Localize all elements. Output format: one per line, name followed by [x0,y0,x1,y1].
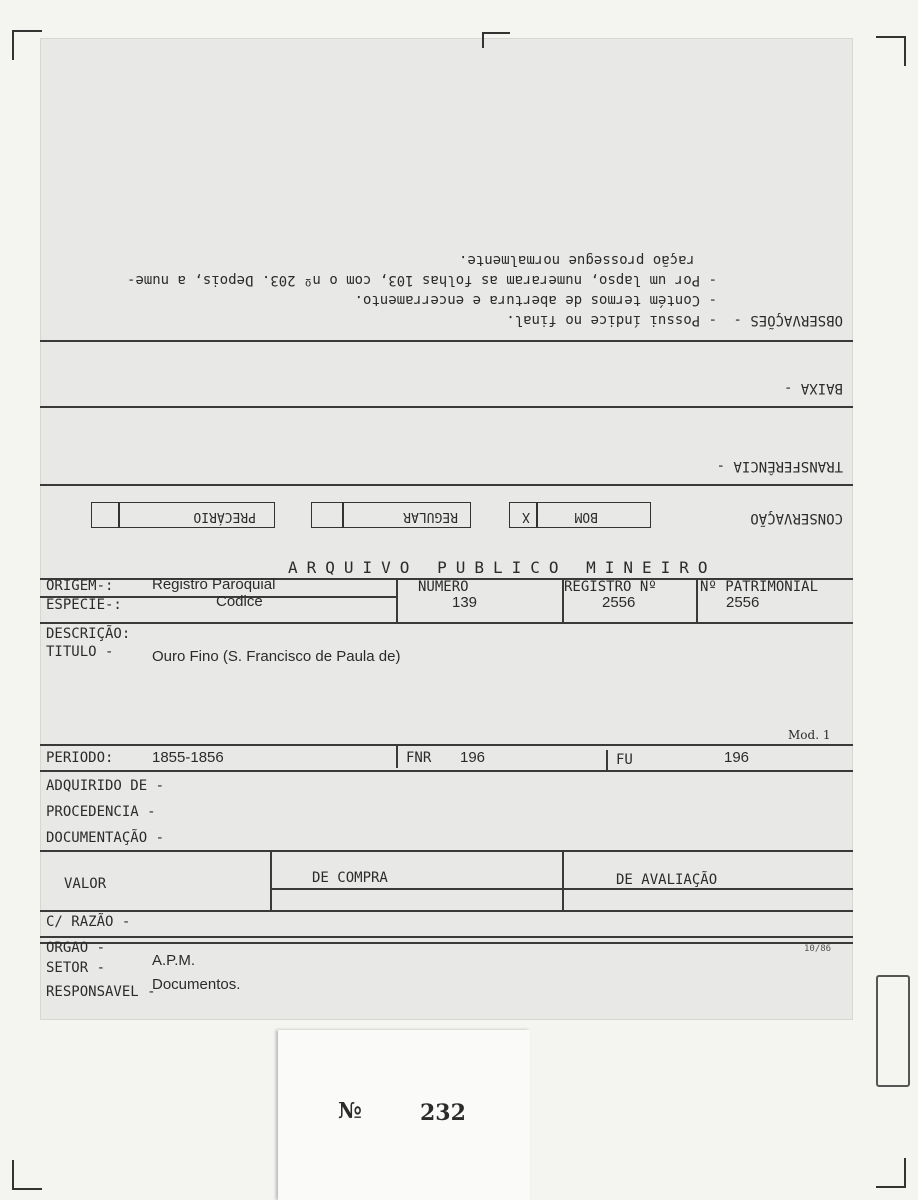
observacoes-line-1: - Possui índice no final. [506,312,717,328]
especie-label: ESPECIE-: [46,597,122,613]
origem-value: Registro Paroquial [152,576,276,593]
number-sign: № [338,1098,362,1124]
valor-label: VALOR [64,876,107,892]
observacoes-line-2: - Contém termos de abertura e encerramento. [354,292,717,308]
corner-mark-bottom-right [876,1158,906,1188]
divider [40,910,853,912]
de-compra-label: DE COMPRA [312,870,388,886]
titulo-label: TITULO - [46,644,114,660]
observacoes-line-3: - Por um lapso, numeraram as folhas 103, com o nº 203. Depois, a nume- [126,272,717,288]
transferencia-label: TRANSFERÊNCIA - [716,458,843,474]
divider [40,622,853,624]
observacoes-line-4: ração prossegue normalmente. [458,252,695,268]
fu-label: FU [616,752,633,768]
regular-label: REGULAR [403,509,458,524]
origem-label: ORIGEM-: [46,578,114,594]
corner-mark-bottom-left [12,1160,42,1190]
divider [562,850,564,910]
patrimonial-label: Nº PATRIMONIAL [700,579,819,595]
periodo-value: 1855-1856 [152,749,224,766]
divider [562,888,853,890]
razao-label: C/ RAZÃO - [46,914,131,930]
divider [696,578,698,622]
regular-box [311,502,471,528]
upside-down-section [40,38,853,538]
number-slip [278,1030,530,1200]
divider [40,484,853,486]
responsavel-label: RESPONSAVEL - [46,984,156,1000]
divider [40,936,853,938]
corner-mark-top-right [876,36,906,66]
documentacao-label: DOCUMENTAÇÃO - [46,830,165,846]
bom-mark: X [522,509,530,524]
divider [40,850,853,852]
divider [270,850,272,910]
numero-label: NUMERO [418,579,469,595]
divider [40,770,853,772]
precario-label: PRECÁRIO [193,509,256,524]
fnr-label: FNR [406,750,432,766]
divider [40,942,853,944]
patrimonial-value: 2556 [726,594,760,611]
corner-mark-top-left [12,30,42,60]
numero-value: 139 [452,594,478,611]
divider [606,750,608,770]
fnr-value: 196 [460,749,486,766]
setor-value: A.P.M. [152,952,196,969]
adquirido-label: ADQUIRIDO DE - [46,778,165,794]
especie-value: Codice [216,593,263,610]
stamp-number: 232 [420,1100,466,1126]
divider [40,340,853,342]
divider [396,578,398,622]
divider [396,744,398,768]
titulo-value: Ouro Fino (S. Francisco de Paula de) [152,648,401,665]
conservacao-label: CONSERVAÇÃO [750,510,843,526]
orgao-label: ORGAO - [46,940,106,956]
bom-box [509,502,651,528]
archive-card [40,38,853,1020]
responsavel-value: Documentos. [152,976,241,993]
binder-clip [876,975,910,1087]
print-code: 10/86 [804,944,832,954]
divider [40,406,853,408]
de-avaliacao-label: DE AVALIAÇÃO [616,872,718,888]
mod-label: Mod. 1 [788,728,831,742]
baixa-label: BAIXA - [783,380,843,396]
precario-box [91,502,275,528]
fu-value: 196 [724,749,750,766]
registro-label: REGISTRO Nº [564,579,657,595]
bom-label: BOM [574,509,598,524]
divider [40,744,853,746]
archive-header: ARQUIVO PUBLICO MINEIRO [288,558,717,577]
divider [270,888,562,890]
setor-label: SETOR - [46,960,106,976]
procedencia-label: PROCEDENCIA - [46,804,156,820]
descricao-label: DESCRIÇÃO: [46,626,131,642]
observacoes-label: OBSERVAÇÕES - [733,312,843,328]
periodo-label: PERIODO: [46,750,114,766]
registro-value: 2556 [602,594,636,611]
